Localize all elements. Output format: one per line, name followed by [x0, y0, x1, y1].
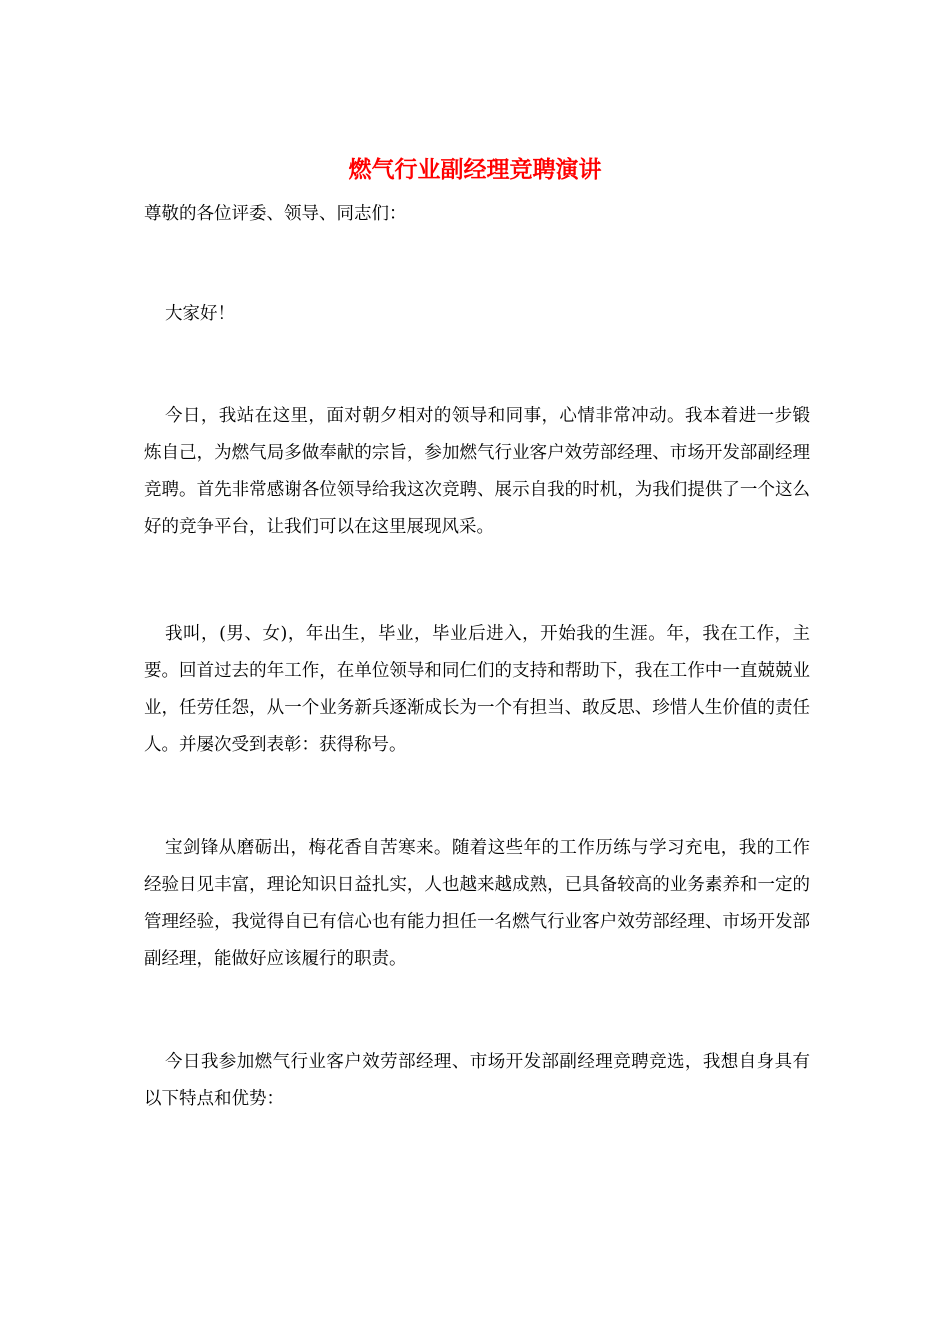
paragraph-experience: 宝剑锋从磨砺出，梅花香自苦寒来。随着这些年的工作历练与学习充电，我的工作经验日见丰富，理论知识日益扎实，人也越来越成熟，已具备较高的业务素养和一定的管理经验，我觉得自已有信心也有能力担任一名燃气行业客户效劳部经理、市场开发部副经理，能做好应该履行的职责。: [144, 838, 810, 969]
paragraph-background: 我叫，(男、女)，年出生，毕业，毕业后进入，开始我的生涯。年，我在工作，主要。回首过去的年工作，在单位领导和同仁们的支持和帮助下，我在工作中一直兢兢业业，任劳任怨，从一个业务新兵逐渐成长为一个有担当、敢反思、珍惜人生价值的责任人。并屡次受到表彰：获得称号。: [144, 624, 810, 755]
document-title: 燃气行业副经理竞聘演讲: [348, 156, 602, 183]
paragraph-intro: 今日，我站在这里，面对朝夕相对的领导和同事，心情非常冲动。我本着进一步锻炼自己，为燃气局多做奉献的宗旨，参加燃气行业客户效劳部经理、市场开发部副经理竞聘。首先非常感谢各位领导给我这次竞聘、展示自我的时机，为我们提供了一个这么好的竞争平台，让我们可以在这里展现风采。: [144, 406, 810, 537]
salutation: 尊敬的各位评委、领导、同志们：: [144, 204, 407, 224]
paragraph-advantages: 今日我参加燃气行业客户效劳部经理、市场开发部副经理竞聘竞选，我想自身具有以下特点和优势：: [144, 1052, 810, 1109]
greeting: 大家好！: [165, 304, 235, 324]
